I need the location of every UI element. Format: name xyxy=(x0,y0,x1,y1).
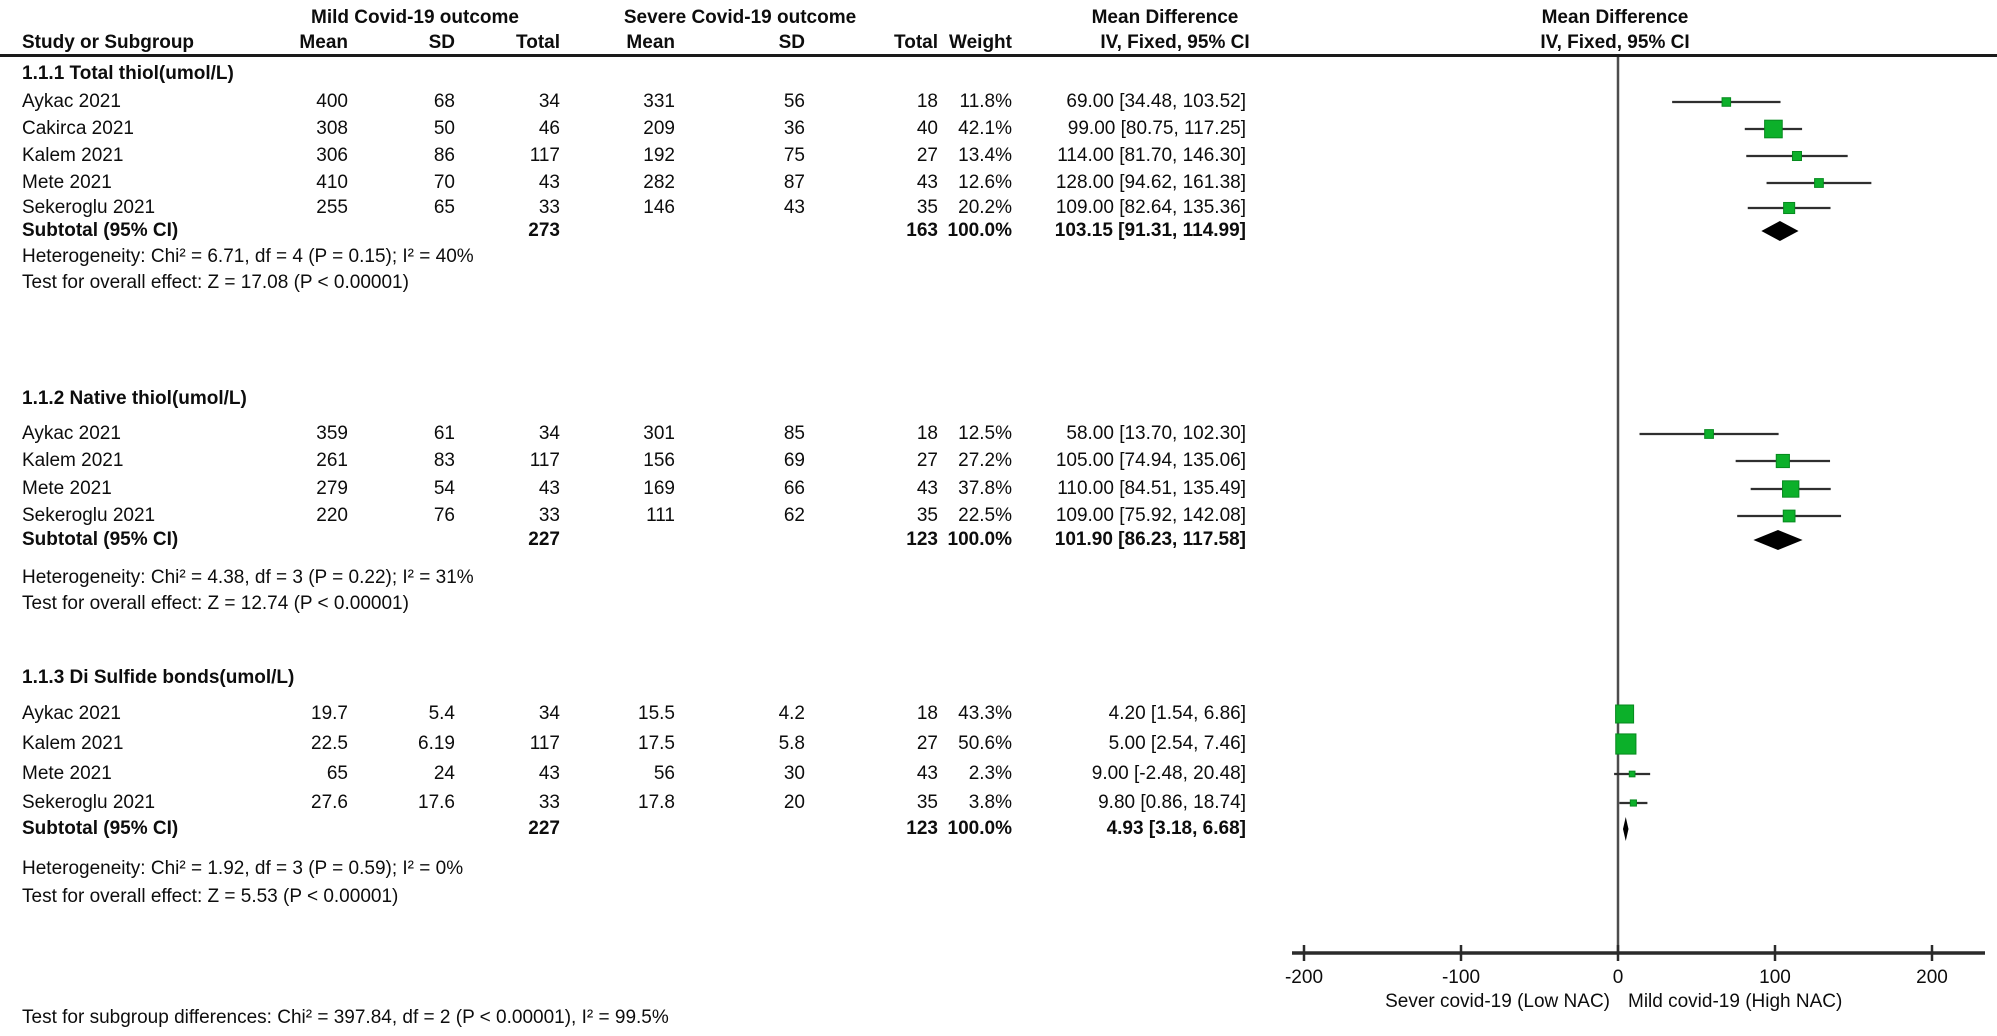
mild-sd-cell: 5.4 xyxy=(428,703,455,724)
mild-total-cell: 117 xyxy=(529,733,560,754)
group-header-severe: Severe Covid-19 outcome xyxy=(623,7,857,28)
heterogeneity-note: Heterogeneity: Chi² = 1.92, df = 3 (P = 0.59); I² = 0% xyxy=(22,858,464,879)
severe-total-cell: 27 xyxy=(916,733,938,754)
severe-mean-cell: 169 xyxy=(643,478,675,499)
mild-mean-cell: 19.7 xyxy=(311,703,348,724)
subtotal-label: Subtotal (95% CI) xyxy=(22,529,179,550)
severe-mean-cell: 156 xyxy=(643,450,675,471)
severe-total-cell: 43 xyxy=(916,763,938,784)
weight-cell: 2.3% xyxy=(968,763,1012,784)
overall-effect-note: Test for overall effect: Z = 17.08 (P < 0.00001) xyxy=(22,272,409,293)
mild-total-cell: 46 xyxy=(538,118,560,139)
severe-sd-cell: 30 xyxy=(783,763,805,784)
mild-total-cell: 34 xyxy=(538,91,560,112)
severe-total-col-header: Total xyxy=(894,32,938,53)
mild-total-cell: 117 xyxy=(529,145,560,166)
severe-sd-cell: 56 xyxy=(783,91,805,112)
weight-cell: 12.6% xyxy=(958,172,1012,193)
severe-total-cell: 35 xyxy=(916,505,938,526)
mild-sd-cell: 61 xyxy=(433,423,455,444)
subtotal-mild-total: 273 xyxy=(528,220,560,241)
mean-difference-plot-col-title: Mean Difference xyxy=(1541,7,1689,28)
ci-text-cell: 128.00 [94.62, 161.38] xyxy=(1055,172,1246,193)
mild-sd-cell: 54 xyxy=(433,478,455,499)
weight-cell: 11.8% xyxy=(959,91,1012,112)
study-label: Kalem 2021 xyxy=(22,145,124,166)
overall-effect-note: Test for overall effect: Z = 5.53 (P < 0.00001) xyxy=(22,886,399,907)
subtotal-ci-text: 101.90 [86.23, 117.58] xyxy=(1054,529,1246,550)
mild-total-cell: 33 xyxy=(538,197,560,218)
mild-mean-cell: 400 xyxy=(316,91,348,112)
subtotal-label: Subtotal (95% CI) xyxy=(22,818,179,839)
weight-cell: 22.5% xyxy=(958,505,1012,526)
mild-total-col-header: Total xyxy=(516,32,560,53)
effect-square xyxy=(1630,800,1636,806)
mild-mean-cell: 261 xyxy=(316,450,348,471)
mild-total-cell: 34 xyxy=(538,423,560,444)
ci-text-cell: 105.00 [74.94, 135.06] xyxy=(1055,450,1246,471)
ci-text-cell: 110.00 [84.51, 135.49] xyxy=(1057,478,1246,499)
study-label: Mete 2021 xyxy=(22,478,112,499)
effect-square xyxy=(1629,771,1635,777)
mild-sd-cell: 6.19 xyxy=(418,733,455,754)
weight-cell: 12.5% xyxy=(958,423,1012,444)
severe-sd-cell: 75 xyxy=(783,145,805,166)
ci-text-cell: 114.00 [81.70, 146.30] xyxy=(1057,145,1246,166)
subtotal-diamond xyxy=(1623,817,1628,841)
subtotal-severe-total: 123 xyxy=(906,818,938,839)
subtotal-severe-total: 123 xyxy=(906,529,938,550)
weight-cell: 13.4% xyxy=(958,145,1012,166)
severe-mean-cell: 15.5 xyxy=(638,703,675,724)
ci-text-cell: 5.00 [2.54, 7.46] xyxy=(1108,733,1246,754)
mild-total-cell: 117 xyxy=(529,450,560,471)
severe-sd-cell: 4.2 xyxy=(778,703,805,724)
heterogeneity-note: Heterogeneity: Chi² = 6.71, df = 4 (P = 0.15); I² = 40% xyxy=(22,246,474,267)
effect-square xyxy=(1783,481,1799,497)
subtotal-label: Subtotal (95% CI) xyxy=(22,220,179,241)
mild-sd-cell: 17.6 xyxy=(418,792,455,813)
x-axis-tick-label: 200 xyxy=(1916,967,1948,988)
mild-sd-cell: 70 xyxy=(433,172,455,193)
severe-sd-cell: 5.8 xyxy=(778,733,805,754)
mild-sd-cell: 76 xyxy=(433,505,455,526)
weight-cell: 27.2% xyxy=(958,450,1012,471)
severe-total-cell: 18 xyxy=(916,703,938,724)
severe-total-cell: 40 xyxy=(916,118,938,139)
subtotal-weight: 100.0% xyxy=(947,818,1012,839)
subtotal-weight: 100.0% xyxy=(947,529,1012,550)
x-axis-tick-label: 0 xyxy=(1612,967,1624,988)
severe-sd-cell: 85 xyxy=(783,423,805,444)
study-col-header: Study or Subgroup xyxy=(22,32,195,53)
severe-sd-cell: 36 xyxy=(783,118,805,139)
subgroup-title: 1.1.3 Di Sulfide bonds(umol/L) xyxy=(22,667,295,688)
mild-sd-cell: 68 xyxy=(433,91,455,112)
study-label: Cakirca 2021 xyxy=(22,118,134,139)
mild-mean-cell: 65 xyxy=(326,763,348,784)
severe-mean-cell: 17.8 xyxy=(638,792,675,813)
severe-total-cell: 18 xyxy=(916,423,938,444)
study-label: Mete 2021 xyxy=(22,763,112,784)
axis-label-right-direction: Mild covid-19 (High NAC) xyxy=(1628,991,1843,1012)
severe-mean-cell: 301 xyxy=(643,423,675,444)
effect-square xyxy=(1616,705,1634,723)
severe-total-cell: 35 xyxy=(916,197,938,218)
ci-text-cell: 9.80 [0.86, 18.74] xyxy=(1098,792,1246,813)
subtotal-diamond xyxy=(1753,530,1802,550)
effect-square xyxy=(1784,202,1795,213)
effect-square xyxy=(1765,120,1783,138)
subtotal-diamond xyxy=(1761,221,1798,241)
weight-cell: 42.1% xyxy=(958,118,1012,139)
severe-total-cell: 27 xyxy=(916,450,938,471)
severe-mean-cell: 56 xyxy=(653,763,675,784)
mean-difference-text-col-title: Mean Difference xyxy=(1091,7,1239,28)
subtotal-ci-text: 103.15 [91.31, 114.99] xyxy=(1054,220,1246,241)
study-label: Mete 2021 xyxy=(22,172,112,193)
subtotal-mild-total: 227 xyxy=(528,529,560,550)
mild-total-cell: 43 xyxy=(538,763,560,784)
effect-square xyxy=(1776,454,1789,467)
mild-sd-cell: 86 xyxy=(433,145,455,166)
effect-square xyxy=(1616,734,1636,754)
subtotal-mild-total: 227 xyxy=(528,818,560,839)
mild-mean-cell: 359 xyxy=(316,423,348,444)
weight-cell: 43.3% xyxy=(958,703,1012,724)
mild-mean-cell: 308 xyxy=(316,118,348,139)
severe-sd-cell: 87 xyxy=(783,172,805,193)
mild-total-cell: 33 xyxy=(538,792,560,813)
subtotal-severe-total: 163 xyxy=(906,220,938,241)
effect-square xyxy=(1705,430,1714,439)
severe-mean-cell: 282 xyxy=(643,172,675,193)
mild-sd-col-header: SD xyxy=(428,32,455,53)
severe-mean-cell: 146 xyxy=(643,197,675,218)
effect-square xyxy=(1722,98,1731,107)
mild-sd-cell: 83 xyxy=(433,450,455,471)
study-label: Sekeroglu 2021 xyxy=(22,505,156,526)
overall-effect-note: Test for overall effect: Z = 12.74 (P < 0.00001) xyxy=(22,593,409,614)
study-label: Aykac 2021 xyxy=(22,91,121,112)
ci-text-cell: 99.00 [80.75, 117.25] xyxy=(1067,118,1246,139)
severe-total-cell: 27 xyxy=(916,145,938,166)
ci-text-cell: 58.00 [13.70, 102.30] xyxy=(1066,423,1246,444)
severe-mean-cell: 17.5 xyxy=(638,733,675,754)
mild-sd-cell: 65 xyxy=(433,197,455,218)
severe-sd-cell: 62 xyxy=(783,505,805,526)
mild-total-cell: 34 xyxy=(538,703,560,724)
axis-label-left-direction: Sever covid-19 (Low NAC) xyxy=(1385,991,1610,1012)
effect-square xyxy=(1783,510,1795,522)
mild-mean-cell: 255 xyxy=(316,197,348,218)
ci-text-cell: 9.00 [-2.48, 20.48] xyxy=(1091,763,1246,784)
severe-sd-cell: 66 xyxy=(783,478,805,499)
severe-mean-cell: 209 xyxy=(643,118,675,139)
mild-total-cell: 43 xyxy=(538,172,560,193)
severe-sd-cell: 20 xyxy=(783,792,805,813)
severe-total-cell: 43 xyxy=(916,478,938,499)
weight-col-header: Weight xyxy=(949,32,1012,53)
mild-mean-cell: 220 xyxy=(316,505,348,526)
study-label: Aykac 2021 xyxy=(22,703,121,724)
severe-mean-cell: 192 xyxy=(643,145,675,166)
x-axis-tick-label: -100 xyxy=(1441,967,1481,988)
x-axis-tick-label: -200 xyxy=(1284,967,1324,988)
mild-total-cell: 33 xyxy=(538,505,560,526)
mild-total-cell: 43 xyxy=(538,478,560,499)
severe-sd-cell: 43 xyxy=(783,197,805,218)
mild-mean-cell: 27.6 xyxy=(311,792,348,813)
study-label: Sekeroglu 2021 xyxy=(22,197,156,218)
weight-cell: 20.2% xyxy=(958,197,1012,218)
subtotal-weight: 100.0% xyxy=(947,220,1012,241)
severe-total-cell: 18 xyxy=(916,91,938,112)
ci-method-text-col-header: IV, Fixed, 95% CI xyxy=(1100,32,1250,53)
mild-sd-cell: 24 xyxy=(433,763,455,784)
mild-mean-cell: 279 xyxy=(316,478,348,499)
severe-mean-cell: 111 xyxy=(646,505,675,526)
severe-sd-col-header: SD xyxy=(778,32,805,53)
ci-text-cell: 4.20 [1.54, 6.86] xyxy=(1108,703,1246,724)
study-label: Kalem 2021 xyxy=(22,733,124,754)
subgroup-title: 1.1.2 Native thiol(umol/L) xyxy=(22,388,247,409)
mild-mean-cell: 410 xyxy=(316,172,348,193)
subtotal-ci-text: 4.93 [3.18, 6.68] xyxy=(1106,818,1246,839)
severe-sd-cell: 69 xyxy=(783,450,805,471)
ci-text-cell: 69.00 [34.48, 103.52] xyxy=(1066,91,1246,112)
subgroup-title: 1.1.1 Total thiol(umol/L) xyxy=(22,63,234,84)
weight-cell: 37.8% xyxy=(958,478,1012,499)
study-label: Sekeroglu 2021 xyxy=(22,792,156,813)
ci-text-cell: 109.00 [82.64, 135.36] xyxy=(1055,197,1246,218)
ci-method-plot-col-header: IV, Fixed, 95% CI xyxy=(1540,32,1690,53)
weight-cell: 3.8% xyxy=(968,792,1012,813)
severe-total-cell: 35 xyxy=(916,792,938,813)
x-axis-tick-label: 100 xyxy=(1759,967,1791,988)
mild-mean-cell: 306 xyxy=(316,145,348,166)
subgroup-difference-note: Test for subgroup differences: Chi² = 397.84, df = 2 (P < 0.00001), I² = 99.5% xyxy=(22,1007,669,1028)
severe-total-cell: 43 xyxy=(916,172,938,193)
study-label: Kalem 2021 xyxy=(22,450,124,471)
heterogeneity-note: Heterogeneity: Chi² = 4.38, df = 3 (P = 0.22); I² = 31% xyxy=(22,567,474,588)
effect-square xyxy=(1792,151,1801,160)
severe-mean-col-header: Mean xyxy=(626,32,675,53)
weight-cell: 50.6% xyxy=(958,733,1012,754)
study-label: Aykac 2021 xyxy=(22,423,121,444)
severe-mean-cell: 331 xyxy=(643,91,675,112)
effect-square xyxy=(1815,179,1824,188)
mild-mean-col-header: Mean xyxy=(299,32,348,53)
mild-mean-cell: 22.5 xyxy=(311,733,348,754)
group-header-mild: Mild Covid-19 outcome xyxy=(311,7,519,28)
ci-text-cell: 109.00 [75.92, 142.08] xyxy=(1055,505,1246,526)
mild-sd-cell: 50 xyxy=(433,118,455,139)
